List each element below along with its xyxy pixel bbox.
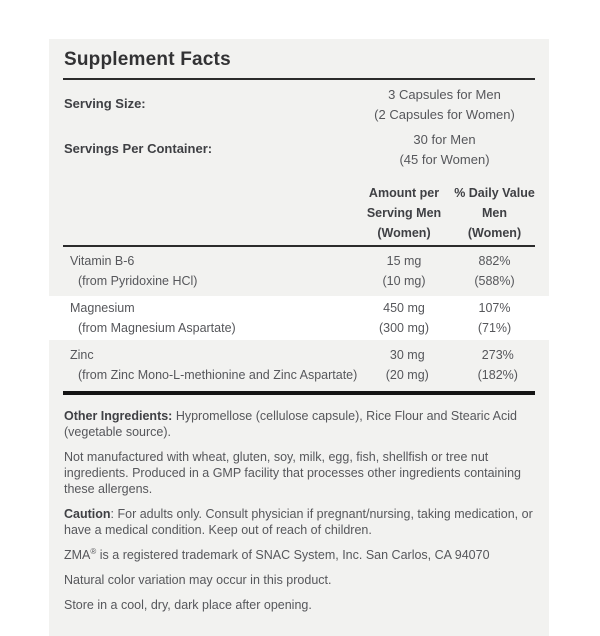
other-ingredients-note: Other Ingredients: Hypromellose (cellulose capsule), Rice Flour and Stearic Acid (vegetable source).: [64, 409, 517, 439]
amount-cell: [354, 251, 454, 291]
nutrient-cell: [63, 251, 354, 291]
nutrient-source: (from Zinc Mono-L-methionine and Zinc Aspartate): [78, 368, 358, 382]
supplement-facts-panel: [49, 39, 549, 636]
allergen-note: Not manufactured with wheat, gluten, soy, milk, egg, fish, shellfish or tree nut ingredients. Produced in a GMP facility that processes other ingredients containing these allergens.: [64, 450, 521, 496]
registered-trademark-symbol: ®: [90, 546, 97, 556]
trademark-note: ZMA® is a registered trademark of SNAC System, Inc. San Carlos, CA 94070: [64, 546, 490, 562]
caution-note: Caution: For adults only. Consult physician if pregnant/nursing, taking medication, or have a medical condition. Keep out of reach of children.: [64, 507, 533, 537]
color-variation-note: Natural color variation may occur in this product.: [64, 573, 332, 587]
dv-men: 882%: [478, 254, 511, 268]
table-row-magnesium: [49, 296, 549, 340]
daily-value-cell: [454, 298, 535, 338]
servings-women: (45 for Women): [399, 152, 490, 167]
amount-cell: [357, 345, 457, 385]
dv-women: (182%): [477, 368, 518, 382]
panel-title: Supplement Facts: [63, 47, 535, 80]
daily-value-cell: [457, 345, 538, 385]
storage-note: Store in a cool, dry, dark place after opening.: [64, 598, 312, 612]
amount-women: (300 mg): [378, 321, 430, 335]
footnotes: [63, 408, 535, 613]
dv-women: (71%): [477, 321, 512, 335]
nutrient-cell: [63, 298, 354, 338]
amount-women: (10 mg): [382, 274, 426, 288]
dv-men: 107%: [478, 301, 511, 315]
dv-men: 273%: [481, 348, 514, 362]
nutrient-name: Vitamin B-6: [70, 254, 135, 268]
amount-women: (20 mg): [385, 368, 429, 382]
dv-women: (588%): [474, 274, 515, 288]
amount-men: 450 mg: [383, 301, 425, 315]
servings-per-container-value: [354, 130, 535, 170]
servings-per-container-label: Servings Per Container:: [64, 141, 213, 156]
daily-value-column-header: % Daily Value Men (Women): [454, 186, 535, 240]
table-row-vitamin-b6: [63, 247, 535, 295]
serving-size-row: [63, 85, 535, 125]
nutrient-source: (from Pyridoxine HCl): [78, 274, 198, 288]
caution-lead: Caution: [64, 507, 111, 521]
servings-men: 30 for Men: [413, 132, 476, 147]
nutrient-name: Magnesium: [70, 301, 135, 315]
serving-size-value: [354, 85, 535, 125]
other-ingredients-lead: Other Ingredients:: [64, 409, 173, 423]
serving-size-label: Serving Size:: [64, 96, 146, 111]
amount-column-header: Amount per Serving Men (Women): [366, 186, 442, 240]
table-header: [63, 183, 535, 247]
nutrient-cell: [63, 345, 357, 385]
amount-cell: [354, 298, 454, 338]
daily-value-cell: [454, 251, 535, 291]
amount-men: 15 mg: [386, 254, 422, 268]
table-bottom-rule: [63, 391, 535, 395]
amount-men: 30 mg: [389, 348, 425, 362]
serving-size-women: (2 Capsules for Women): [374, 107, 515, 122]
nutrient-source: (from Magnesium Aspartate): [78, 321, 236, 335]
nutrient-name: Zinc: [70, 348, 94, 362]
serving-size-men: 3 Capsules for Men: [388, 87, 501, 102]
servings-per-container-row: [63, 130, 535, 170]
table-row-zinc: [63, 341, 535, 389]
